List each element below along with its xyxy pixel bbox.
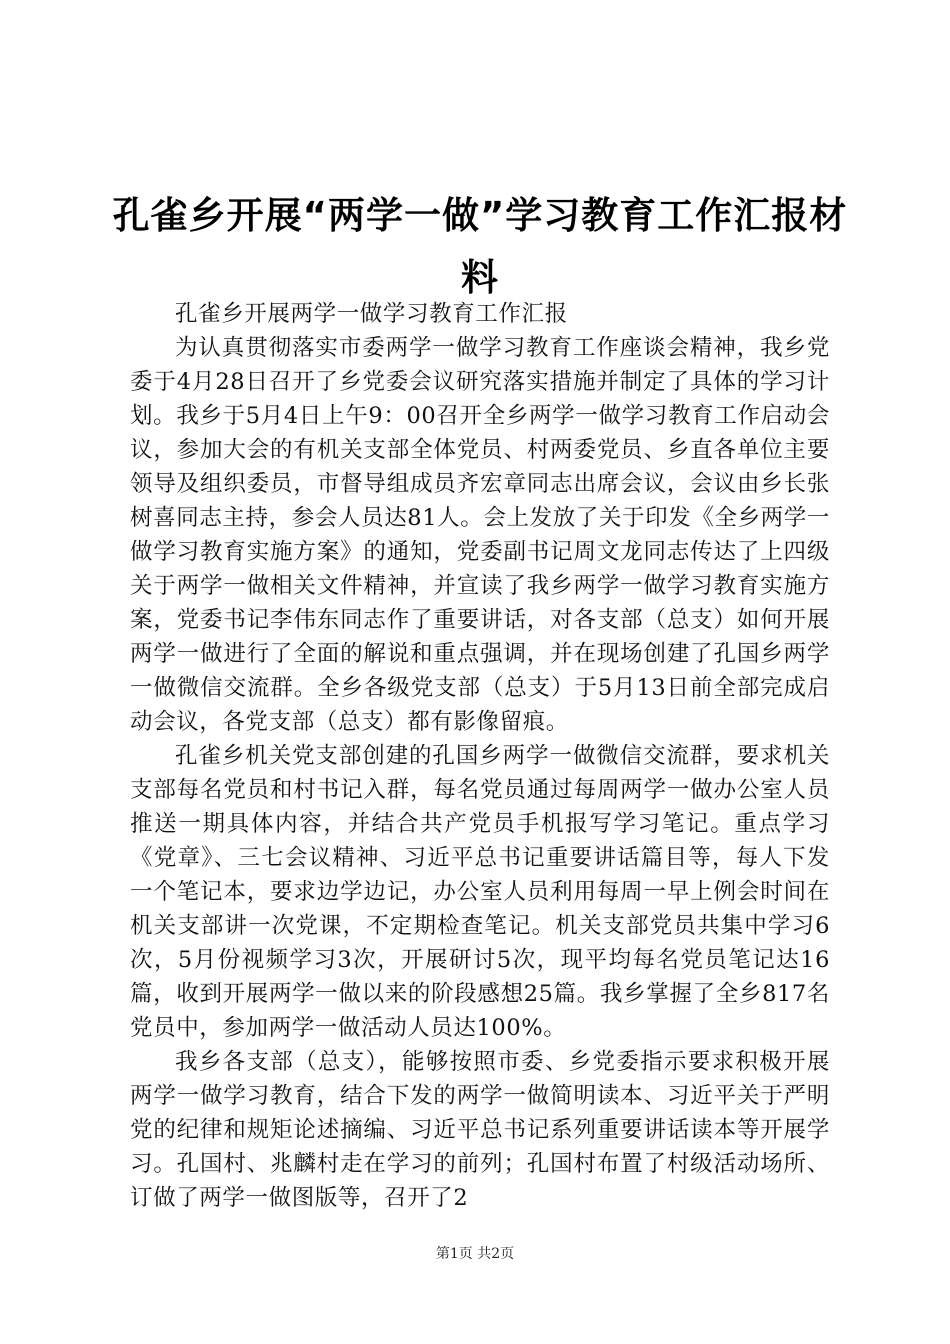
document-title: 孔雀乡开展“两学一做”学习教育工作汇报材料 <box>112 193 848 299</box>
subtitle-paragraph: 孔雀乡开展两学一做学习教育工作汇报 <box>175 301 568 327</box>
body-paragraph: 孔雀乡机关党支部创建的孔国乡两学一做微信交流群，要求机关支部每名党员和村书记入群，每名党员通过每周两学一做办公室人员推送一期具体内容，并结合共产党员手机报写学习笔记。重点学习《党章》、三七会议精神、习近平总书记重要讲话篇目等，每人下发一个笔记本，要求边学边记，办公室人员利用每周一早上例会时间在机关支部讲一次党课，不定期检查笔记。机关支部党员共集中学习6次，5月份视频学习3次，开展研讨5次，现平均每名党员笔记达16篇，收到开展两学一做以来的阶段感想25篇。我乡掌握了全乡817名党员中，参加两学一做活动人员达100%。 <box>130 743 830 1041</box>
document-body <box>130 297 830 1215</box>
page-number-footer: 第1页 共2页 <box>435 1246 515 1262</box>
body-paragraph: 我乡各支部（总支），能够按照市委、乡党委指示要求积极开展两学一做学习教育，结合下发的两学一做简明读本、习近平关于严明党的纪律和规矩论述摘编、习近平总书记系列重要讲话读本等开展学习。孔国村、兆麟村走在学习的前列；孔国村布置了村级活动场所、订做了两学一做图版等，召开了2 <box>130 1049 830 1211</box>
body-paragraph: 为认真贯彻落实市委两学一做学习教育工作座谈会精神，我乡党委于4月28日召开了乡党委会议研究落实措施并制定了具体的学习计划。我乡于5月4日上午9：00召开全乡两学一做学习教育工作启动会议，参加大会的有机关支部全体党员、村两委党员、乡直各单位主要领导及组织委员，市督导组成员齐宏章同志出席会议，会议由乡长张树喜同志主持，参会人员达81人。会上发放了关于印发《全乡两学一做学习教育实施方案》的通知，党委副书记周文龙同志传达了上四级关于两学一做相关文件精神，并宣读了我乡两学一做学习教育实施方案，党委书记李伟东同志作了重要讲话，对各支部（总支）如何开展两学一做进行了全面的解说和重点强调，并在现场创建了孔国乡两学一做微信交流群。全乡各级党支部（总支）于5月13日前全部完成启动会议，各党支部（总支）都有影像留痕。 <box>130 335 830 735</box>
